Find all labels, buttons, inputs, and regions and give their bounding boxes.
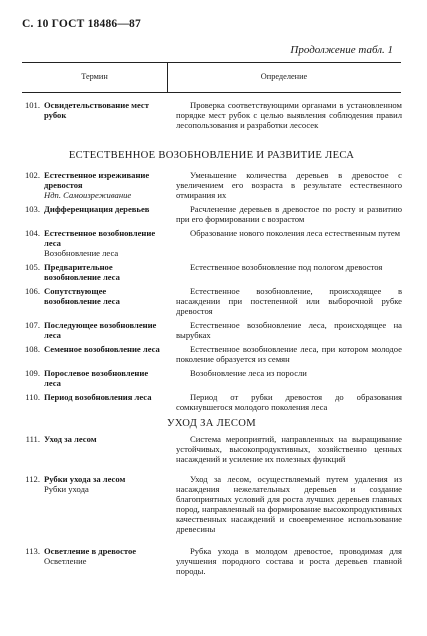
term-number: 113. [25,546,40,556]
term-name: Семенное возобновление леса [44,344,160,354]
page-header: С. 10 ГОСТ 18486—87 [22,18,141,30]
term-number: 103. [24,204,40,214]
term-definition: Образование нового поколения леса естественным путем [190,228,401,238]
term-name: Естественное возобновление леса Возобновление леса [44,228,156,259]
term-number: 105. [24,262,40,272]
column-header-definition: Определение [260,72,308,81]
term-number: 101. [24,100,40,110]
term-name: Уход за лесом [44,434,97,444]
table-top-rule [22,62,401,63]
term-definition: Система мероприятий, направленных на выращивание устойчивых, высокопродуктивных, хозяйственно ценных насаждений и усиление их полезных функций [176,434,402,465]
term-name: Последующее возобновление леса [44,320,157,341]
term-definition: Рубка ухода в молодом древостое, проводимая для улучшения породного состава и роста деревьев главной породы. [176,546,402,577]
term-definition: Естественное возобновление леса, при котором молодое поколение образуется из семян [176,344,402,365]
term-number: 106. [24,286,40,296]
section-heading-natural-regeneration: ЕСТЕСТВЕННОЕ ВОЗОБНОВЛЕНИЕ И РАЗВИТИЕ ЛЕСА [68,150,355,161]
term-definition: Естественное возобновление леса, происходящее на вырубках [176,320,402,341]
section-heading-forest-care: УХОД ЗА ЛЕСОМ [167,418,256,429]
term-name: Порослевое возобновление леса [44,368,149,389]
table-continuation-label: Продолжение табл. 1 [290,44,393,56]
term-number: 109. [24,368,40,378]
term-definition: Период от рубки древостоя до образования сомкнувшегося молодого поколения леса [176,392,402,413]
term-number: 108. [24,344,40,354]
term-name: Сопутствующее возобновление леса [44,286,120,307]
term-definition: Возобновление леса из поросли [190,368,307,378]
term-definition: Проверка соответствующими органами в установленном порядке мест рубок с целью выявления соблюдения правил лесопользования и разработки лесосек [176,100,402,131]
column-header-term: Термин [81,72,108,81]
term-definition: Естественное возобновление под пологом древостоя [190,262,383,272]
term-number: 110. [25,392,40,402]
term-name: Естественное изреживание древостоя Ндп. Самоизреживание [44,170,150,201]
term-name: Период возобновления леса [44,392,152,402]
term-name: Освидетельствование мест рубок [44,100,149,121]
term-number: 107. [24,320,40,330]
term-name: Предварительное возобновление леса [44,262,120,283]
term-name: Рубки ухода за лесом Рубки ухода [44,474,126,495]
term-definition: Уход за лесом, осуществляемый путем удаления из насаждения нежелательных деревьев и создание благоприятных условий для роста лучших деревьев главных пород, направленный на формирование высокопродуктивных качественных насаждений и своевременное использование древесины [176,474,402,535]
term-number: 112. [25,474,40,484]
term-definition: Расчленение деревьев в древостое по росту и развитию при его формировании с возрастом [176,204,402,225]
term-number: 102. [24,170,40,180]
term-name: Осветление в древостое Осветление [44,546,137,567]
term-definition: Уменьшение количества деревьев в древостое с увеличением его возраста в результате естественного отмирания их [176,170,402,201]
term-definition: Естественное возобновление, происходящее в насаждении при постепенной или выборочной рубке древостоя [176,286,402,317]
term-number: 111. [25,434,40,444]
term-number: 104. [24,228,40,238]
table-header-rule [22,92,401,93]
term-name: Дифференциация деревьев [44,204,150,214]
